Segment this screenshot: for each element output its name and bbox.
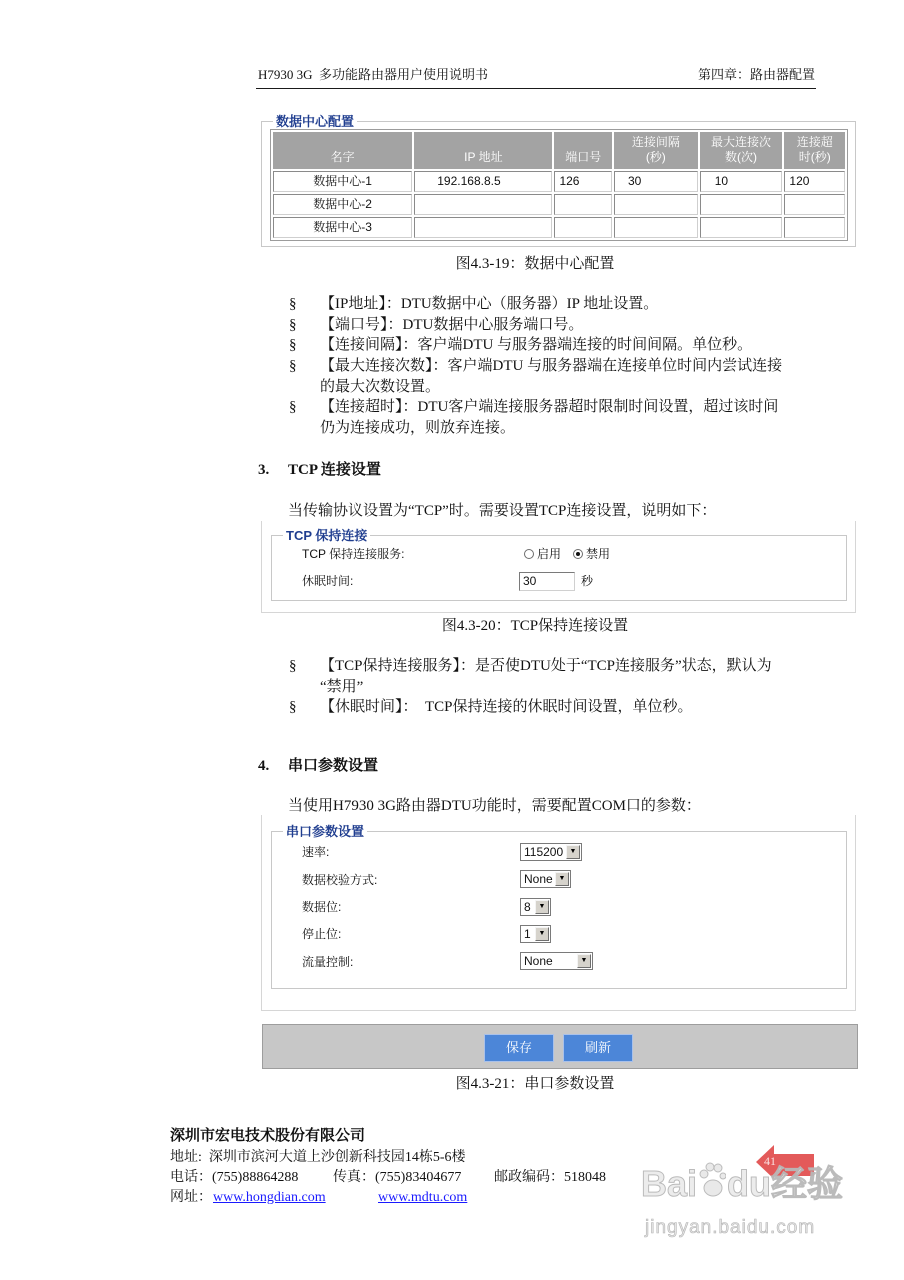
note-text: 【IP地址】：DTU数据中心（服务器）IP 地址设置。 <box>320 296 659 312</box>
col-header-port-text: 端口号 <box>565 150 602 164</box>
bullet-mark: § <box>289 316 297 333</box>
footer-web-label: 网址： <box>170 1190 212 1205</box>
serial-params-legend: 串口参数设置 <box>283 824 367 839</box>
note-text: 仍为连接成功，则放弃连接。 <box>320 420 516 437</box>
bullet-mark: § <box>289 399 297 416</box>
hongdian-link[interactable]: www.hongdian.com <box>213 1190 326 1205</box>
list-item-continuation <box>288 677 772 698</box>
table-row <box>273 217 845 238</box>
col-header-max-retries <box>700 132 783 169</box>
datacenter-3-max-retries-field[interactable] <box>700 217 783 238</box>
bullet-mark: § <box>289 658 297 674</box>
list-item <box>288 356 782 377</box>
parity-label: 数据校验方式: <box>302 873 378 887</box>
tcp-keepalive-panel <box>271 528 847 601</box>
col-header-timeout-line2: 时(秒) <box>798 150 831 164</box>
datacenter-2-name: 数据中心-2 <box>273 194 412 215</box>
footer-phone: 电话：(755)88864288 <box>170 1170 299 1185</box>
bullet-mark: § <box>289 699 297 716</box>
datacenter-notes <box>288 294 782 439</box>
list-item <box>288 294 782 315</box>
baidu-watermark <box>641 1160 843 1206</box>
footer-contact-line <box>170 1169 630 1186</box>
tcp-keepalive-legend: TCP 保持连接 <box>283 528 370 543</box>
datacenter-2-max-retries-field[interactable] <box>700 194 783 215</box>
chevron-down-icon[interactable]: ▼ <box>555 872 569 886</box>
stop-bits-select[interactable] <box>520 925 551 943</box>
figure-caption-serial: 图4.3-21：串口参数设置 <box>455 1076 615 1092</box>
chevron-down-icon[interactable]: ▼ <box>577 954 591 968</box>
stop-bits-value: 1 <box>524 927 531 941</box>
save-button[interactable]: 保存 <box>484 1034 554 1062</box>
data-bits-label: 数据位: <box>302 900 342 914</box>
note-text: 【端口号】：DTU数据中心服务端口号。 <box>320 316 584 333</box>
note-text: 【休眠时间】： TCP保持连接的休眠时间设置，单位秒。 <box>320 699 693 716</box>
datacenter-1-name: 数据中心-1 <box>273 171 412 192</box>
sleep-time-unit: 秒 <box>581 574 594 588</box>
datacenter-2-interval-field[interactable] <box>614 194 698 215</box>
list-item <box>288 315 782 336</box>
chapter-title: 第四章：路由器配置 <box>697 67 815 82</box>
list-item <box>288 697 772 718</box>
datacenter-3-timeout-field[interactable] <box>784 217 845 238</box>
datacenter-1-timeout-field[interactable]: 120 <box>784 171 845 192</box>
chevron-down-icon[interactable]: ▼ <box>535 927 549 941</box>
datacenter-table <box>270 129 848 241</box>
col-header-name <box>273 132 412 169</box>
document-title: H7930 3G 多功能路由器用户使用说明书 <box>258 67 489 82</box>
paw-icon <box>698 1160 726 1200</box>
footer-web-line <box>170 1189 500 1206</box>
serial-intro-paragraph: 当使用H7930 3G路由器DTU功能时，需要配置COM口的参数： <box>288 798 701 814</box>
flow-control-label: 流量控制: <box>302 955 354 969</box>
col-header-name-text: 名字 <box>330 150 355 164</box>
datacenter-2-timeout-field[interactable] <box>784 194 845 215</box>
figure-caption-datacenter: 图4.3-19：数据中心配置 <box>455 256 615 272</box>
stop-bits-label: 停止位: <box>302 927 342 941</box>
keepalive-service-label: TCP 保持连接服务: <box>302 547 405 561</box>
datacenter-3-name: 数据中心-3 <box>273 217 412 238</box>
section-number: 4. <box>258 758 270 774</box>
enable-radio[interactable] <box>524 549 534 559</box>
enable-radio-label[interactable]: 启用 <box>537 547 562 561</box>
note-text: “禁用” <box>320 678 364 695</box>
datacenter-1-interval-field[interactable]: 30 <box>614 171 698 192</box>
datacenter-1-ip-field[interactable]: 192.168.8.5 <box>414 171 552 192</box>
col-header-interval-line2: (秒) <box>645 150 666 164</box>
col-header-timeout-line1: 连接超 <box>796 135 833 149</box>
chevron-down-icon[interactable]: ▼ <box>535 900 549 914</box>
serial-params-panel <box>271 824 847 989</box>
table-row <box>273 194 845 215</box>
page-number: 41 <box>764 1154 776 1168</box>
disable-radio-label[interactable]: 禁用 <box>586 547 611 561</box>
list-item <box>288 656 772 677</box>
watermark-brand-cn: 经验 <box>771 1163 844 1204</box>
note-text: 【连接间隔】：客户端DTU 与服务器端连接的时间间隔。单位秒。 <box>320 337 753 354</box>
flow-control-select[interactable] <box>520 952 593 970</box>
list-item-continuation <box>288 418 782 439</box>
datacenter-2-port-field[interactable] <box>554 194 612 215</box>
list-item <box>288 397 782 418</box>
mdtu-link[interactable]: www.mdtu.com <box>378 1190 468 1205</box>
watermark-url: jingyan.baidu.com <box>645 1217 816 1238</box>
note-text: 【最大连接次数】：客户端DTU 与服务器端在连接单位时间内尝试连接 <box>320 358 783 375</box>
datacenter-1-port-field[interactable]: 126 <box>554 171 612 192</box>
header-divider <box>256 88 816 89</box>
datacenter-3-ip-field[interactable] <box>414 217 552 238</box>
footer-fax: 传真：(755)83404677 <box>333 1170 462 1185</box>
sleep-time-label: 休眠时间: <box>302 574 354 588</box>
list-item <box>288 335 782 356</box>
datacenter-legend: 数据中心配置 <box>273 114 357 129</box>
note-text: 【TCP保持连接服务】：是否使DTU处于“TCP连接服务”状态，默认为 <box>320 658 772 674</box>
watermark-brand-right: du <box>727 1163 772 1204</box>
section-title: TCP 连接设置 <box>288 462 381 478</box>
note-text: 的最大次数设置。 <box>320 378 441 395</box>
datacenter-header-row <box>273 132 845 169</box>
parity-select[interactable] <box>520 870 571 888</box>
baud-rate-value: 115200 <box>524 845 564 859</box>
col-header-ip-text: IP 地址 <box>464 150 503 164</box>
section-heading-tcp <box>258 461 381 479</box>
section-number: 3. <box>258 462 270 478</box>
data-bits-value: 8 <box>524 900 531 914</box>
datacenter-3-interval-field[interactable] <box>614 217 698 238</box>
col-header-max-retries-line2: 数(次) <box>725 150 758 164</box>
col-header-timeout <box>784 132 845 169</box>
col-header-max-retries-line1: 最大连接次 <box>711 135 772 149</box>
table-row <box>273 171 845 192</box>
bullet-mark: § <box>289 337 297 354</box>
tcp-notes <box>288 656 772 718</box>
figure-caption-tcp: 图4.3-20：TCP保持连接设置 <box>441 618 629 634</box>
section-heading-serial <box>258 757 378 775</box>
datacenter-2-ip-field[interactable] <box>414 194 552 215</box>
chevron-down-icon[interactable]: ▼ <box>566 845 580 859</box>
tcp-intro-paragraph: 当传输协议设置为“TCP”时。需要设置TCP连接设置，说明如下： <box>288 503 717 519</box>
watermark-brand-left: Bai <box>641 1163 698 1204</box>
section-title: 串口参数设置 <box>288 758 379 774</box>
data-bits-select[interactable] <box>520 898 551 916</box>
footer-company: 深圳市宏电技术股份有限公司 <box>170 1128 366 1144</box>
baud-rate-label: 速率: <box>302 845 330 859</box>
disable-radio[interactable] <box>573 549 583 559</box>
bullet-mark: § <box>289 358 297 375</box>
col-header-ip <box>414 132 552 169</box>
col-header-interval <box>614 132 698 169</box>
footer-address: 地址: 深圳市滨河大道上沙创新科技园14栋5-6楼 <box>170 1150 466 1165</box>
button-bar <box>262 1024 858 1069</box>
sleep-time-input[interactable]: 30 <box>519 572 575 591</box>
footer-postcode: 邮政编码：518048 <box>494 1170 606 1185</box>
baud-rate-select[interactable] <box>520 843 582 861</box>
flow-control-value: None <box>524 954 553 968</box>
bullet-mark: § <box>289 296 297 312</box>
list-item-continuation <box>288 377 782 398</box>
refresh-button[interactable]: 刷新 <box>563 1034 633 1062</box>
datacenter-1-max-retries-field[interactable]: 10 <box>700 171 783 192</box>
col-header-port <box>554 132 612 169</box>
parity-value: None <box>524 872 553 886</box>
note-text: 【连接超时】：DTU客户端连接服务器超时限制时间设置，超过该时间 <box>320 399 779 416</box>
datacenter-3-port-field[interactable] <box>554 217 612 238</box>
datacenter-config-panel <box>261 114 856 247</box>
col-header-interval-line1: 连接间隔 <box>631 135 680 149</box>
